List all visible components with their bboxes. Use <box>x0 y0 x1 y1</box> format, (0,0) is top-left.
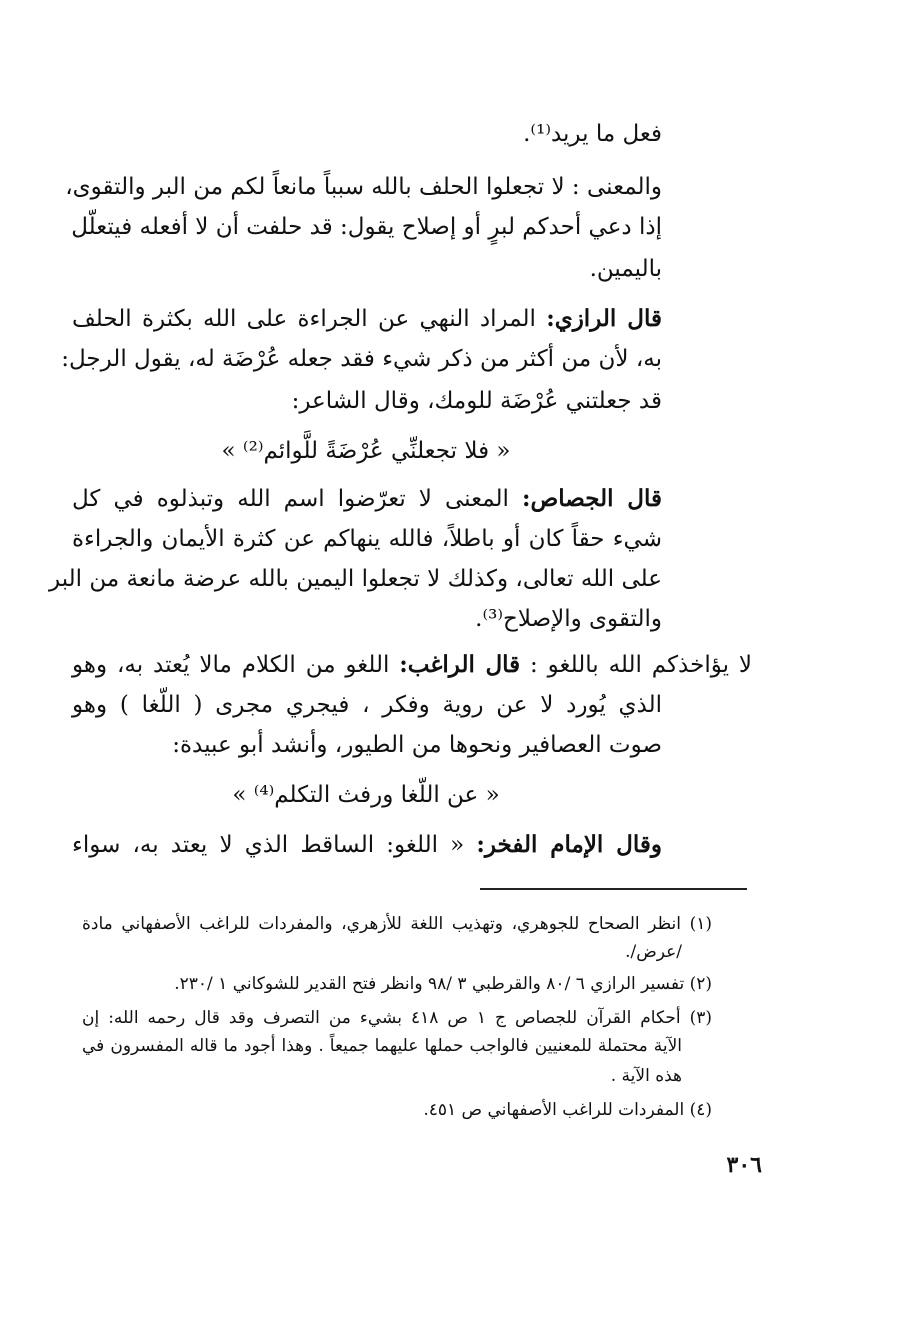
text-line-13 <box>72 648 752 682</box>
footnote-separator <box>480 888 747 890</box>
text-line-13-rest: اللغو من الكلام مالا يُعتد به، وهو <box>72 652 400 678</box>
text-line-17 <box>72 828 662 862</box>
footnote-3-line-3: هذه الآية . <box>610 1066 682 1086</box>
speaker-raghib: قال الراغب: <box>399 651 521 678</box>
text-line-9 <box>72 482 662 516</box>
text-line-6: به، لأن من أكثر من ذكر شيء فقد جعله عُرْضَة له، يقول الرجل: <box>61 346 662 372</box>
speaker-jassas: قال الجصاص: <box>522 485 662 512</box>
text-line-14: الذي يُورد لا عن روية وفكر ، فيجري مجرى ( اللّغا ) وهو <box>72 692 662 718</box>
text-line-7: قد جعلتني عُرْضَة للومك، وقال الشاعر: <box>291 388 662 414</box>
text-line-2: والمعنى : لا تجعلوا الحلف بالله سبباً مانعاً لكم من البر والتقوى، <box>65 174 662 200</box>
footnote-3-line-2: الآية محتملة للمعنيين فالواجب حملها عليهما جميعاً . وهذا أجود ما قاله المفسرون في <box>82 1036 682 1056</box>
text-line-1: فعل ما يريد⁽¹⁾. <box>523 121 662 147</box>
speaker-razi: قال الرازي: <box>546 305 662 332</box>
text-line-5 <box>72 302 662 336</box>
page-number: ٣٠٦ <box>726 1152 762 1178</box>
footnote-3-line-1: (٣) أحكام القرآن للجصاص ج ١ ص ٤١٨ بشيء من التصرف وقد قال رحمه الله: إن <box>82 1008 712 1028</box>
footnote-1-line-1: (١) انظر الصحاح للجوهري، وتهذيب اللغة للأزهري، والمفردات للراغب الأصفهاني مادة <box>82 914 712 934</box>
margin-heading: لا يؤاخذكم الله باللغو : <box>530 652 753 678</box>
footnote-2: (٢) تفسير الرازي ٦ /٨٠ والقرطبي ٣ /٩٨ وانظر فتح القدير للشوكاني ١ /٢٣٠. <box>174 974 712 994</box>
footnote-4: (٤) المفردات للراغب الأصفهاني ص ٤٥١. <box>423 1100 712 1120</box>
footnote-1-line-2: /عرض/. <box>625 942 682 962</box>
poetry-verse-1: « فلا تجعلنِّي عُرْضَةً للَّوائم⁽²⁾ » <box>221 438 511 464</box>
text-line-3: إذا دعي أحدكم لبرٍ أو إصلاح يقول: قد حلفت أن لا أفعله فيتعلّل <box>71 214 662 240</box>
text-line-17-rest: « اللغو: الساقط الذي لا يعتد به، سواء <box>72 832 477 858</box>
text-line-4: باليمين. <box>589 256 662 282</box>
text-line-15: صوت العصافير ونحوها من الطيور، وأنشد أبو عبيدة: <box>172 732 662 758</box>
poetry-verse-2: « عن اللّغا ورفث التكلم⁽⁴⁾ » <box>232 782 500 808</box>
text-line-12: والتقوى والإصلاح⁽³⁾. <box>475 606 662 632</box>
text-line-10: شيء حقاً كان أو باطلاً، فالله ينهاكم عن كثرة الأيمان والجراءة <box>72 526 662 552</box>
text-line-11: على الله تعالى، وكذلك لا تجعلوا اليمين بالله عرضة مانعة من البر <box>49 566 662 592</box>
text-line-5-rest: المراد النهي عن الجراءة على الله بكثرة الحلف <box>72 306 547 332</box>
text-line-9-rest: المعنى لا تعرّضوا اسم الله وتبذلوه في كل <box>72 486 522 512</box>
speaker-fakhr: وقال الإمام الفخر: <box>476 831 662 858</box>
